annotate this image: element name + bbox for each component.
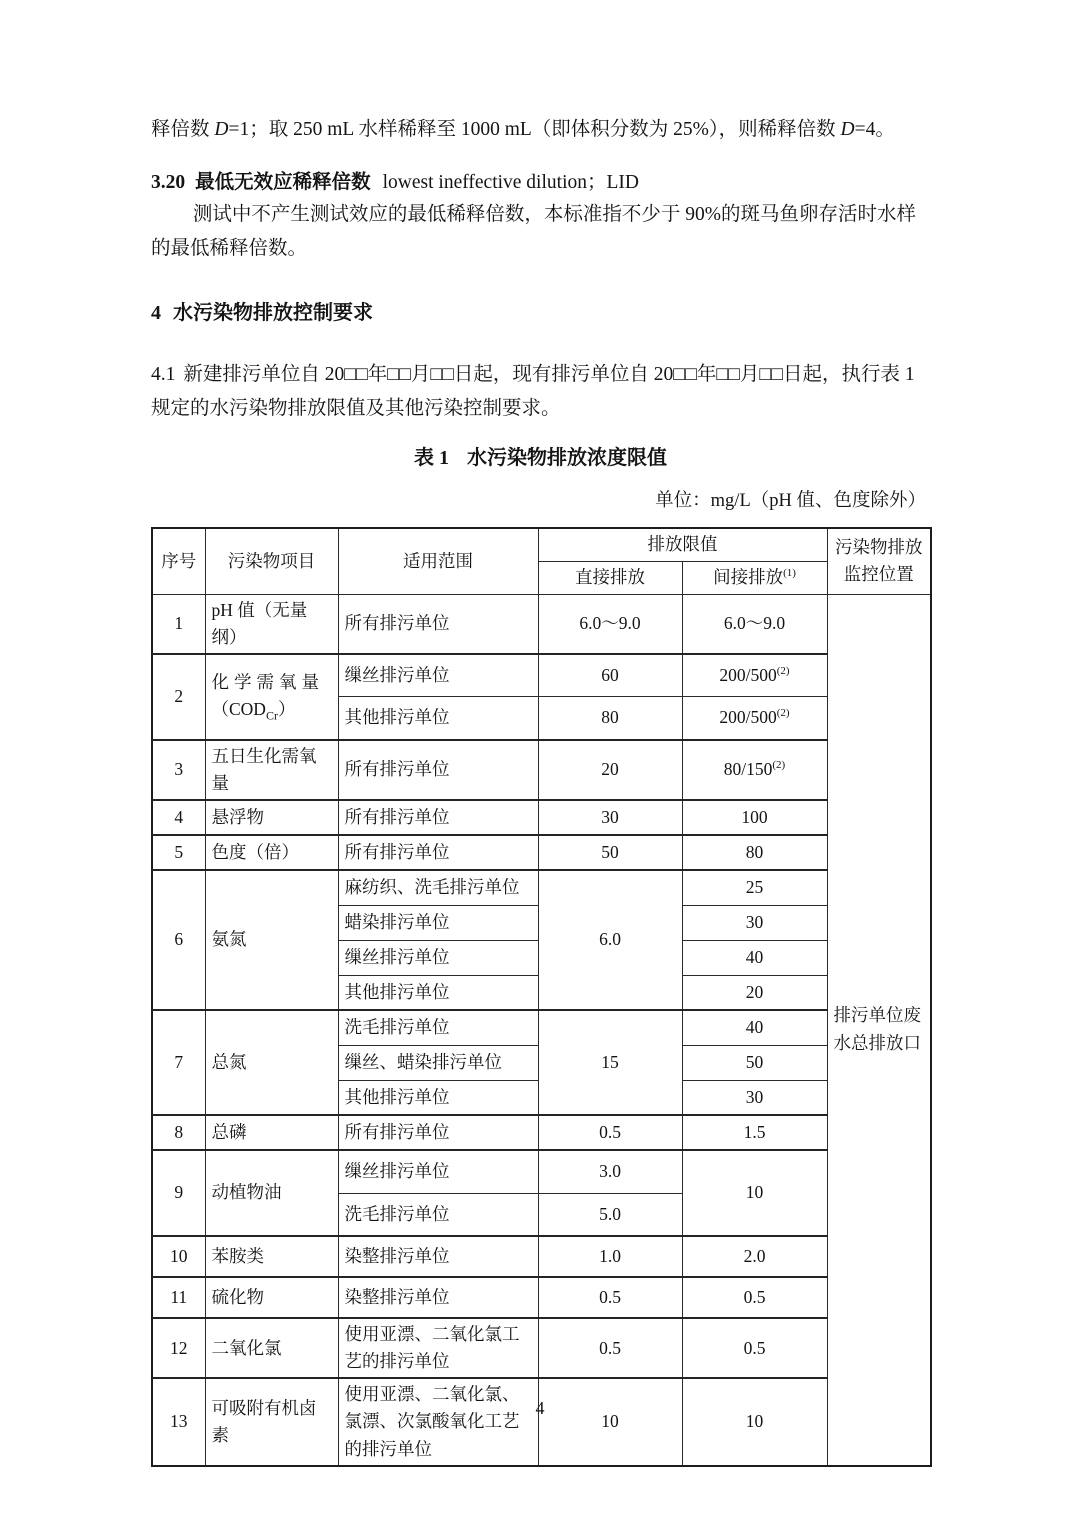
cell-no: 6 bbox=[152, 870, 205, 1010]
cell-indirect: 40 bbox=[682, 1010, 827, 1045]
cell-scope: 染整排污单位 bbox=[338, 1277, 538, 1318]
clause-number: 4.1 bbox=[151, 364, 176, 385]
cell-item: pH 值（无量纲） bbox=[205, 594, 338, 654]
footnote-ref-2: (2) bbox=[776, 707, 790, 720]
cell-indirect: 20 bbox=[682, 975, 827, 1010]
table-row bbox=[152, 870, 931, 905]
cell-no: 5 bbox=[152, 835, 205, 870]
cell-indirect bbox=[682, 654, 827, 697]
table-row bbox=[152, 1115, 931, 1150]
cell-no: 8 bbox=[152, 1115, 205, 1150]
item-name-line1: 化学需氧量 bbox=[211, 671, 324, 692]
cell-no: 13 bbox=[152, 1378, 205, 1465]
table-row bbox=[152, 1277, 931, 1318]
cell-scope: 其他排污单位 bbox=[338, 697, 538, 740]
table-title: 水污染物排放浓度限值 bbox=[467, 447, 667, 469]
header-indirect bbox=[682, 561, 827, 594]
cell-no: 7 bbox=[152, 1010, 205, 1115]
table-row bbox=[152, 1378, 931, 1465]
cell-item bbox=[205, 654, 338, 740]
cell-no: 2 bbox=[152, 654, 205, 740]
table-row bbox=[152, 835, 931, 870]
clause-3-20-body: 测试中不产生测试效应的最低稀释倍数，本标准指不少于 90%的斑马鱼卵存活时水样的最低稀释倍数。 bbox=[151, 204, 917, 259]
section-4-heading bbox=[151, 298, 930, 328]
cell-direct: 80 bbox=[538, 697, 682, 740]
cell-scope: 缫丝排污单位 bbox=[338, 654, 538, 697]
cell-item: 可吸附有机卤素 bbox=[205, 1378, 338, 1465]
cell-indirect: 10 bbox=[682, 1150, 827, 1236]
pollutant-limits-table bbox=[151, 527, 932, 1467]
cell-no: 4 bbox=[152, 800, 205, 835]
section-number: 4 bbox=[151, 302, 161, 324]
unit-note: 单位：mg/L（pH 值、色度除外） bbox=[655, 491, 926, 511]
clause-3-20-heading bbox=[151, 168, 930, 198]
header-scope: 适用范围 bbox=[338, 528, 538, 594]
cell-scope: 所有排污单位 bbox=[338, 1115, 538, 1150]
cell-no: 9 bbox=[152, 1150, 205, 1236]
page-number: 4 bbox=[535, 1398, 545, 1418]
cell-direct: 15 bbox=[538, 1010, 682, 1115]
cell-indirect: 40 bbox=[682, 940, 827, 975]
cell-scope: 其他排污单位 bbox=[338, 1080, 538, 1115]
cell-scope: 洗毛排污单位 bbox=[338, 1010, 538, 1045]
table-row bbox=[152, 1318, 931, 1378]
text-segment: =4。 bbox=[854, 119, 895, 140]
cell-scope: 所有排污单位 bbox=[338, 835, 538, 870]
header-limits: 排放限值 bbox=[538, 528, 827, 561]
clause-text: 新建排污单位自 20□□年□□月□□日起，现有排污单位自 20□□年□□月□□日起，执行表 1 规定的水污染物排放限值及其他污染控制要求。 bbox=[151, 364, 915, 419]
cell-scope: 使用亚漂、二氧化氯、氯漂、次氯酸氧化工艺的排污单位 bbox=[338, 1378, 538, 1465]
page-content bbox=[151, 0, 930, 1467]
indirect-value: 200/500 bbox=[719, 707, 777, 728]
cell-item: 总氮 bbox=[205, 1010, 338, 1115]
cell-scope: 其他排污单位 bbox=[338, 975, 538, 1010]
table-row bbox=[152, 594, 931, 654]
cell-indirect: 10 bbox=[682, 1378, 827, 1465]
cell-item: 五日生化需氧量 bbox=[205, 740, 338, 800]
indirect-value: 200/500 bbox=[719, 664, 777, 685]
footnote-ref-1: (1) bbox=[783, 567, 796, 580]
table-row bbox=[152, 654, 931, 697]
cell-indirect: 2.0 bbox=[682, 1236, 827, 1277]
cell-no: 3 bbox=[152, 740, 205, 800]
cell-scope: 麻纺织、洗毛排污单位 bbox=[338, 870, 538, 905]
section-title: 水污染物排放控制要求 bbox=[173, 302, 373, 324]
indirect-value: 80/150 bbox=[723, 759, 773, 780]
variable-D: D bbox=[214, 119, 229, 140]
cell-item: 苯胺类 bbox=[205, 1236, 338, 1277]
cell-indirect: 0.5 bbox=[682, 1318, 827, 1378]
cell-no: 10 bbox=[152, 1236, 205, 1277]
clause-english-term: lowest ineffective dilution；LID bbox=[382, 172, 639, 193]
cell-scope: 洗毛排污单位 bbox=[338, 1193, 538, 1236]
cell-direct: 50 bbox=[538, 835, 682, 870]
cell-scope: 染整排污单位 bbox=[338, 1236, 538, 1277]
cell-scope: 使用亚漂、二氧化氯工艺的排污单位 bbox=[338, 1318, 538, 1378]
table-row bbox=[152, 740, 931, 800]
cell-direct: 0.5 bbox=[538, 1318, 682, 1378]
cell-indirect bbox=[682, 740, 827, 800]
cell-monitor-position: 排污单位废水总排放口 bbox=[827, 594, 931, 1466]
paragraph-dilution-continuation bbox=[151, 113, 930, 147]
cell-no: 1 bbox=[152, 594, 205, 654]
header-item: 污染物项目 bbox=[205, 528, 338, 594]
header-monitor-position: 污染物排放监控位置 bbox=[827, 528, 931, 594]
top-margin bbox=[151, 0, 930, 113]
cell-indirect: 50 bbox=[682, 1045, 827, 1080]
cell-item: 二氧化氯 bbox=[205, 1318, 338, 1378]
table-row bbox=[152, 1236, 931, 1277]
item-formula-close: ） bbox=[277, 698, 296, 719]
cell-direct: 20 bbox=[538, 740, 682, 800]
cell-indirect: 25 bbox=[682, 870, 827, 905]
cell-no: 12 bbox=[152, 1318, 205, 1378]
table-label: 表 1 bbox=[414, 447, 449, 469]
cell-indirect: 1.5 bbox=[682, 1115, 827, 1150]
cell-item: 色度（倍） bbox=[205, 835, 338, 870]
table-row bbox=[152, 800, 931, 835]
text-segment: 释倍数 bbox=[151, 119, 215, 140]
clause-term: 最低无效应稀释倍数 bbox=[195, 172, 371, 193]
cell-item: 硫化物 bbox=[205, 1277, 338, 1318]
text-segment: =1；取 250 mL 水样稀释至 1000 mL（即体积分数为 25%），则稀释倍数 bbox=[228, 119, 841, 140]
table-row bbox=[152, 1150, 931, 1193]
cell-direct: 1.0 bbox=[538, 1236, 682, 1277]
cell-no: 11 bbox=[152, 1277, 205, 1318]
cell-scope: 所有排污单位 bbox=[338, 594, 538, 654]
header-no: 序号 bbox=[152, 528, 205, 594]
cell-direct: 5.0 bbox=[538, 1193, 682, 1236]
cell-direct: 3.0 bbox=[538, 1150, 682, 1193]
cell-scope: 所有排污单位 bbox=[338, 800, 538, 835]
cell-item: 动植物油 bbox=[205, 1150, 338, 1236]
cell-scope: 所有排污单位 bbox=[338, 740, 538, 800]
cell-direct: 30 bbox=[538, 800, 682, 835]
clause-4-1-paragraph bbox=[151, 358, 930, 426]
cell-indirect: 100 bbox=[682, 800, 827, 835]
cell-direct: 6.0 bbox=[538, 870, 682, 1010]
footnote-ref-2: (2) bbox=[772, 759, 786, 772]
cell-indirect: 0.5 bbox=[682, 1277, 827, 1318]
cell-scope: 缫丝排污单位 bbox=[338, 940, 538, 975]
cell-direct: 10 bbox=[538, 1378, 682, 1465]
cell-indirect: 6.0～9.0 bbox=[682, 594, 827, 654]
cell-indirect bbox=[682, 697, 827, 740]
cell-direct: 6.0～9.0 bbox=[538, 594, 682, 654]
cell-indirect: 30 bbox=[682, 905, 827, 940]
table-row bbox=[152, 1010, 931, 1045]
cell-item: 悬浮物 bbox=[205, 800, 338, 835]
cell-scope: 缫丝排污单位 bbox=[338, 1150, 538, 1193]
cell-item: 总磷 bbox=[205, 1115, 338, 1150]
cell-indirect: 30 bbox=[682, 1080, 827, 1115]
header-direct: 直接排放 bbox=[538, 561, 682, 594]
table-1-caption bbox=[151, 444, 930, 472]
cell-indirect: 80 bbox=[682, 835, 827, 870]
formula-subscript: Cr bbox=[265, 708, 278, 723]
cell-direct: 60 bbox=[538, 654, 682, 697]
footnote-ref-2: (2) bbox=[776, 665, 790, 678]
cell-direct: 0.5 bbox=[538, 1115, 682, 1150]
cell-scope: 缫丝、蜡染排污单位 bbox=[338, 1045, 538, 1080]
cell-direct: 0.5 bbox=[538, 1277, 682, 1318]
header-indirect-label: 间接排放 bbox=[713, 566, 784, 587]
clause-number: 3.20 bbox=[151, 172, 186, 193]
item-formula: （COD bbox=[211, 698, 266, 719]
variable-D: D bbox=[840, 119, 855, 140]
cell-scope: 蜡染排污单位 bbox=[338, 905, 538, 940]
header-row-1 bbox=[152, 528, 931, 561]
cell-item: 氨氮 bbox=[205, 870, 338, 1010]
